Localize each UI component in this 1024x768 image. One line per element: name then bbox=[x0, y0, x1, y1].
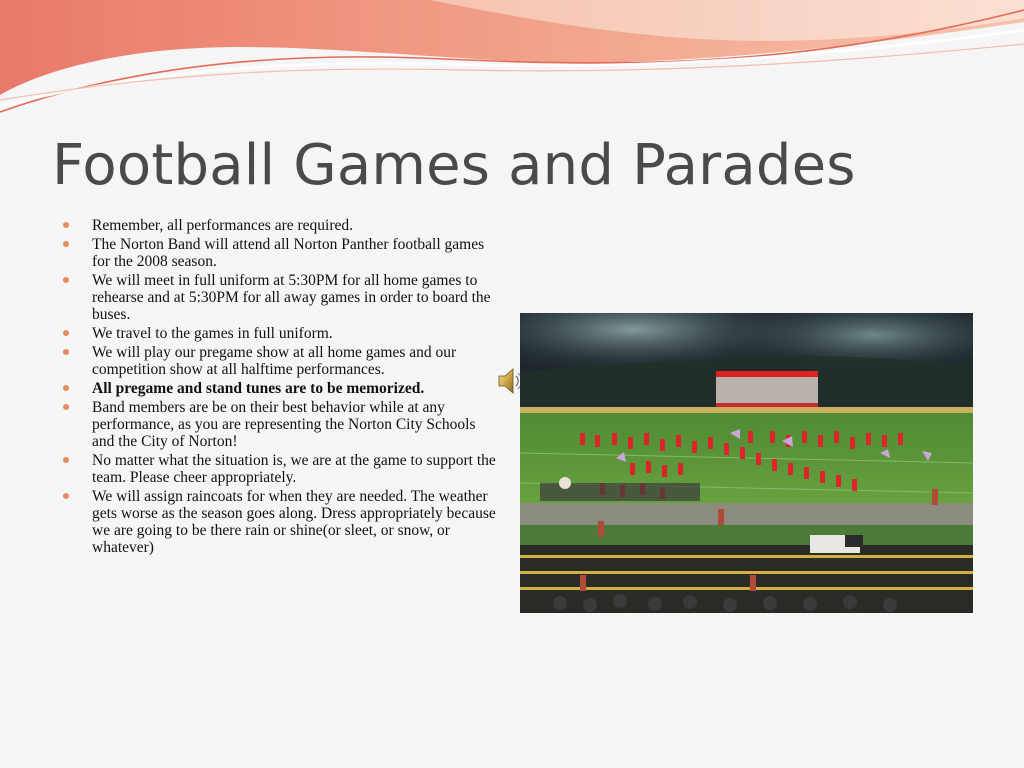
bullet-item bbox=[62, 452, 498, 486]
bullet-text: We will meet in full uniform at 5:30PM for all home games to rehearse and at 5:30PM for all away games in order to board the buses. bbox=[92, 272, 491, 323]
bullet-text: We travel to the games in full uniform. bbox=[92, 325, 333, 342]
bullet-item bbox=[62, 325, 498, 342]
marching-band-photo bbox=[520, 313, 973, 613]
bullet-text: Band members are be on their best behavior while at any performance, as you are representing the Norton City Schools and the City of Norton! bbox=[92, 399, 476, 450]
bullet-text: Remember, all performances are required. bbox=[92, 217, 354, 234]
bullet-item bbox=[62, 344, 498, 378]
bullet-item bbox=[62, 236, 498, 270]
bullet-dot-icon bbox=[63, 241, 69, 247]
bullet-dot-icon bbox=[63, 493, 69, 499]
bullet-text: No matter what the situation is, we are at the game to support the team. Please cheer appropriately. bbox=[92, 452, 496, 486]
photo-scene bbox=[520, 313, 973, 613]
bullet-item-bold bbox=[62, 380, 498, 397]
bullet-item bbox=[62, 399, 498, 450]
bullet-text: We will assign raincoats for when they are needed. The weather gets worse as the season goes along. Dress appropriately because we are going to be there rain or shine(or sleet, or snow, or whatever) bbox=[92, 488, 496, 556]
bullet-text: We will play our pregame show at all home games and our competition show at all halftime performances. bbox=[92, 344, 457, 378]
bullet-dot-icon bbox=[63, 277, 69, 283]
bullet-dot-icon bbox=[63, 404, 69, 410]
bullet-item bbox=[62, 217, 498, 234]
bullet-text: All pregame and stand tunes are to be memorized. bbox=[92, 380, 425, 397]
bullet-dot-icon bbox=[63, 222, 69, 228]
bullet-text: The Norton Band will attend all Norton Panther football games for the 2008 season. bbox=[92, 236, 485, 270]
bullet-dot-icon bbox=[63, 457, 69, 463]
bullet-dot-icon bbox=[63, 330, 69, 336]
bullet-dot-icon bbox=[63, 349, 69, 355]
bullet-item bbox=[62, 488, 498, 556]
slide-title: Football Games and Parades bbox=[52, 133, 856, 198]
bullet-list bbox=[62, 217, 498, 558]
bullet-item bbox=[62, 272, 498, 323]
bullet-dot-icon bbox=[63, 385, 69, 391]
header-wave-decoration bbox=[0, 0, 1024, 130]
